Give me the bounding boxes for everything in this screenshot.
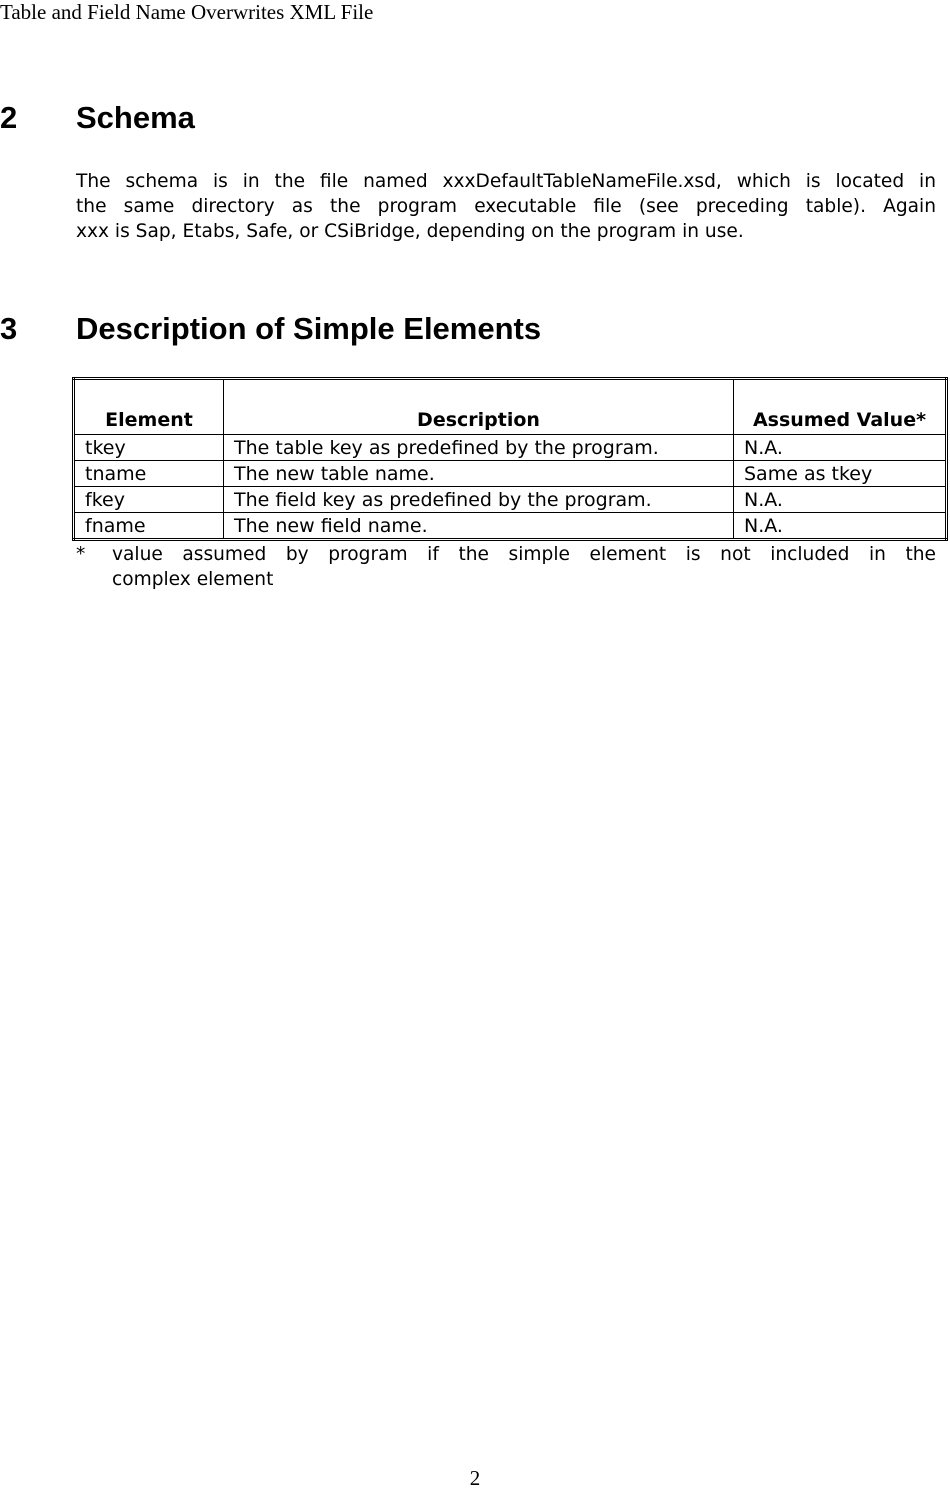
section-number: 2 bbox=[0, 100, 18, 135]
simple-elements-table bbox=[72, 377, 948, 541]
cell-description: The field key as predefined by the program. bbox=[224, 487, 734, 513]
paragraph-line: xxx is Sap, Etabs, Safe, or CSiBridge, depending on the program in use. bbox=[76, 221, 744, 242]
cell-assumed-value: N.A. bbox=[734, 487, 947, 513]
section-title: Description of Simple Elements bbox=[76, 311, 542, 346]
footnote-mark: * bbox=[76, 544, 86, 565]
table-row bbox=[74, 513, 947, 540]
cell-element: fkey bbox=[74, 487, 224, 513]
section-title: Schema bbox=[76, 100, 195, 135]
column-header-description: Description bbox=[224, 379, 734, 435]
schema-paragraph bbox=[76, 169, 936, 244]
footnote-line: value assumed by program if the simple element is not included in the bbox=[112, 544, 936, 565]
cell-element: fname bbox=[74, 513, 224, 540]
cell-description: The new field name. bbox=[224, 513, 734, 540]
section-number: 3 bbox=[0, 311, 18, 346]
table-footnote bbox=[76, 542, 936, 592]
paragraph-line: The schema is in the file named xxxDefaultTableNameFile.xsd, which is located in bbox=[76, 171, 936, 192]
cell-description: The table key as predefined by the program. bbox=[224, 435, 734, 461]
cell-description: The new table name. bbox=[224, 461, 734, 487]
column-header-assumed-value: Assumed Value* bbox=[734, 379, 947, 435]
column-header-element: Element bbox=[74, 379, 224, 435]
page-number: 2 bbox=[469, 1466, 481, 1490]
table-row bbox=[74, 435, 947, 461]
running-header: Table and Field Name Overwrites XML File bbox=[0, 0, 374, 24]
cell-element: tname bbox=[74, 461, 224, 487]
paragraph-line: the same directory as the program executable file (see preceding table). Again bbox=[76, 196, 936, 217]
cell-assumed-value: N.A. bbox=[734, 513, 947, 540]
cell-assumed-value: N.A. bbox=[734, 435, 947, 461]
table-row bbox=[74, 487, 947, 513]
table-row bbox=[74, 461, 947, 487]
cell-assumed-value: Same as tkey bbox=[734, 461, 947, 487]
table-header-row bbox=[74, 379, 947, 435]
footnote-line: complex element bbox=[112, 569, 274, 590]
cell-element: tkey bbox=[74, 435, 224, 461]
